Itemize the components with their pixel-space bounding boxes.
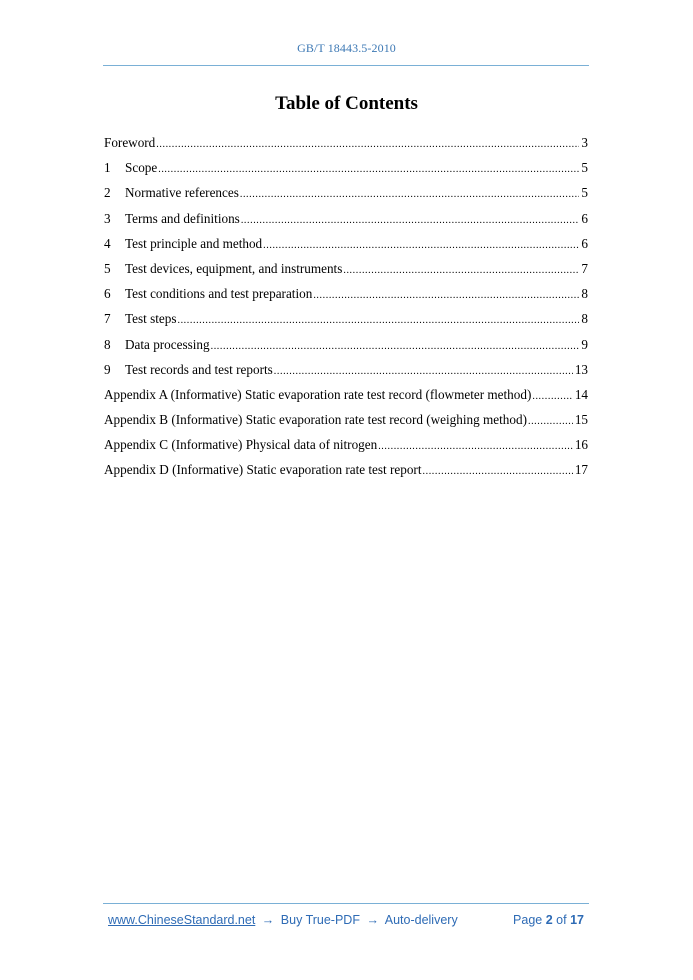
current-page-number: 2 (545, 913, 553, 927)
toc-entry[interactable] (104, 432, 588, 457)
buy-true-pdf-link[interactable]: Buy True-PDF (280, 913, 360, 927)
toc-entry-title: Appendix C (Informative) Physical data of nitrogen (104, 437, 378, 453)
toc-entry[interactable] (104, 407, 588, 432)
toc-entry-page: 14 (574, 386, 588, 402)
toc-entry-number: 7 (104, 311, 111, 327)
toc-entry-number: 6 (104, 286, 111, 302)
toc-dot-leader (263, 233, 579, 258)
footer-left (108, 913, 458, 927)
site-link[interactable]: www.ChineseStandard.net (108, 913, 256, 927)
toc-dot-leader (378, 434, 573, 459)
toc-entry-page: 5 (581, 185, 588, 201)
toc-entry[interactable] (104, 382, 588, 407)
toc-entry-page: 3 (581, 135, 588, 150)
toc-entry-page: 6 (581, 210, 588, 226)
toc-entry[interactable] (104, 357, 588, 382)
toc-entry-page: 17 (574, 462, 588, 478)
footer-divider (103, 903, 589, 904)
toc-dot-leader (158, 157, 579, 182)
toc-entry-title: Test records and test reports (125, 361, 273, 377)
toc-entry-page: 5 (581, 160, 588, 176)
toc-entry-page: 7 (581, 260, 588, 276)
toc-entry-number: 2 (104, 185, 111, 201)
total-pages-number: 17 (570, 913, 584, 927)
toc-dot-leader (532, 384, 572, 409)
toc-entry[interactable] (104, 231, 588, 256)
toc-dot-leader (423, 459, 573, 484)
toc-entry-page: 8 (581, 311, 588, 327)
toc-entry-number: 1 (104, 160, 111, 176)
toc-entry[interactable] (104, 306, 588, 331)
toc-dot-leader (241, 208, 580, 233)
page-label: Page (513, 913, 543, 927)
toc-entry-title: Test principle and method (125, 235, 263, 251)
toc-dot-leader (240, 182, 580, 207)
toc-entry-title: Foreword (104, 135, 156, 150)
toc-dot-leader (177, 308, 579, 333)
toc-entry-page: 15 (574, 412, 588, 428)
toc-entry-title: Appendix A (Informative) Static evaporation rate test record (flowmeter method) (104, 386, 532, 402)
toc-entry[interactable] (104, 180, 588, 205)
toc-entry-page: 9 (581, 336, 588, 352)
page-footer (108, 913, 584, 927)
toc-entry[interactable] (104, 256, 588, 281)
toc-entry-number: 8 (104, 336, 111, 352)
toc-entry-title: Scope (125, 160, 158, 176)
toc-dot-leader (313, 283, 579, 308)
toc-entry-page: 16 (574, 437, 588, 453)
header-divider (103, 65, 589, 66)
toc-dot-leader (343, 258, 579, 283)
toc-dot-leader (211, 334, 580, 359)
toc-entry-number: 9 (104, 361, 111, 377)
toc-entry-number: 4 (104, 235, 111, 251)
toc-entry[interactable] (104, 155, 588, 180)
arrow-right-icon: → (261, 913, 275, 927)
toc-entry-title: Terms and definitions (125, 210, 240, 226)
toc-entry-title: Appendix B (Informative) Static evaporation rate test record (weighing method) (104, 412, 527, 428)
toc-entry-page: 8 (581, 286, 588, 302)
toc-entry-title: Data processing (125, 336, 210, 352)
page-indicator (513, 913, 584, 927)
auto-delivery-text: Auto-delivery (384, 913, 458, 927)
toc-entry-number: 3 (104, 210, 111, 226)
toc-entry[interactable] (104, 281, 588, 306)
toc-entry-title: Appendix D (Informative) Static evaporation rate test report (104, 462, 422, 478)
toc-entry-title: Test conditions and test preparation (125, 286, 313, 302)
toc-entry-title: Test devices, equipment, and instruments (125, 260, 343, 276)
toc-heading: Table of Contents (275, 93, 418, 114)
arrow-right-icon: → (366, 913, 379, 927)
toc-entry-page: 6 (581, 235, 588, 251)
toc-entry[interactable] (104, 130, 588, 155)
toc-entry[interactable] (104, 457, 588, 482)
of-label: of (556, 913, 567, 927)
toc-entry-title: Test steps (125, 311, 177, 327)
toc-dot-leader (528, 409, 573, 434)
document-code-header: GB/T 18443.5-2010 (297, 41, 396, 55)
toc-entry[interactable] (104, 206, 588, 231)
toc-entry-page: 13 (574, 361, 588, 377)
toc-entry[interactable] (104, 332, 588, 357)
toc-dot-leader (156, 132, 579, 157)
table-of-contents (104, 130, 588, 483)
toc-entry-title: Normative references (125, 185, 239, 201)
toc-dot-leader (274, 359, 573, 384)
toc-entry-number: 5 (104, 260, 111, 276)
